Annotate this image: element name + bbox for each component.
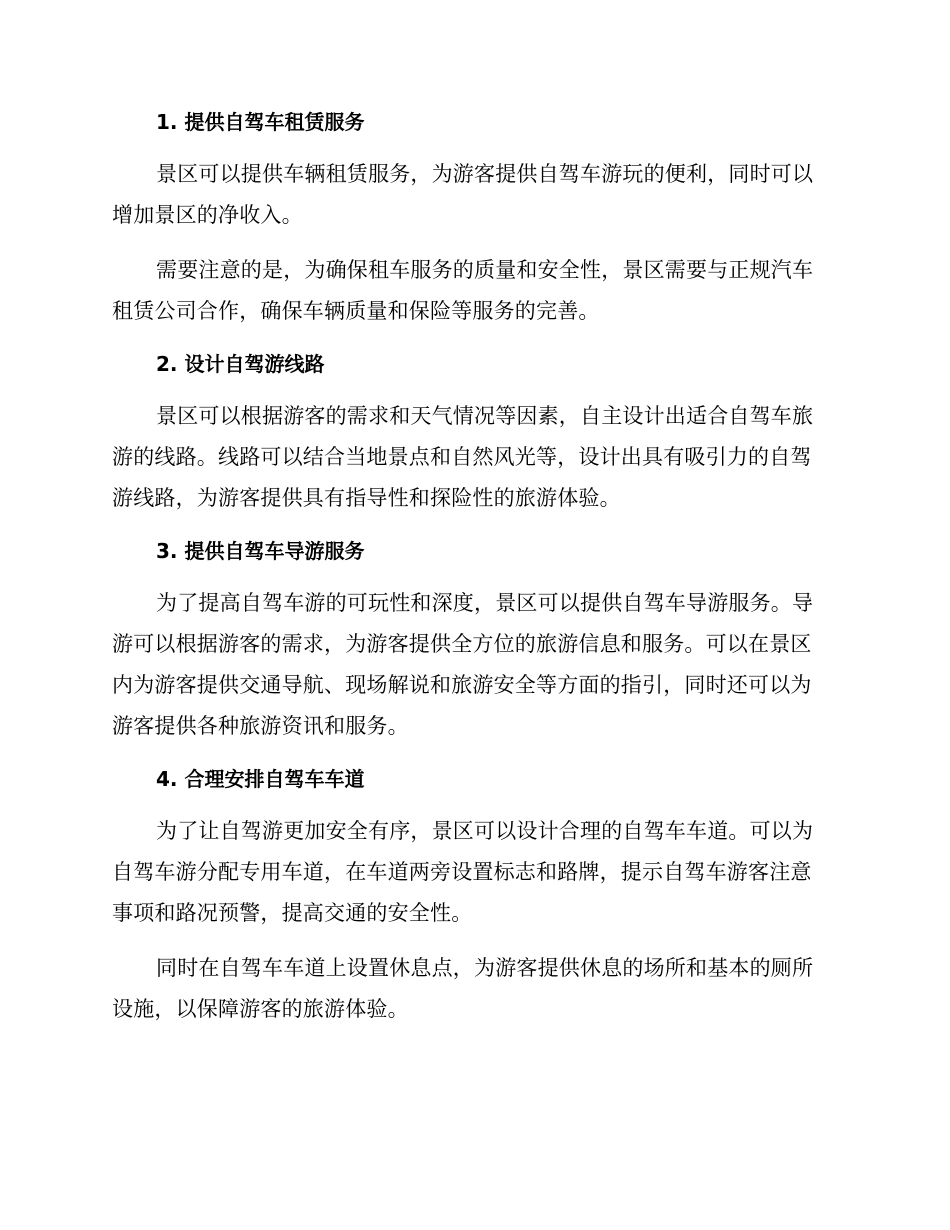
paragraph-line: 游线路，为游客提供具有指导性和探险性的旅游体验。 bbox=[112, 486, 621, 510]
paragraph-line: 游的线路。线路可以结合当地景点和自然风光等，设计出具有吸引力的自驾 bbox=[112, 445, 812, 469]
section-heading: 4. 合理安排自驾车车道 bbox=[156, 767, 365, 791]
section-heading: 2. 设计自驾游线路 bbox=[156, 352, 325, 376]
section-1 bbox=[112, 104, 832, 332]
paragraph-line: 景区可以根据游客的需求和天气情况等因素，自主设计出适合自驾车旅 bbox=[156, 404, 814, 428]
paragraph bbox=[112, 948, 832, 1030]
paragraph-line: 为了让自驾游更加安全有序，景区可以设计合理的自驾车车道。可以为 bbox=[156, 819, 814, 843]
paragraph-line: 自驾车游分配专用车道，在车道两旁设置标志和路牌，提示自驾车游客注意 bbox=[112, 860, 812, 884]
paragraph bbox=[112, 396, 832, 519]
paragraph-line: 设施，以保障游客的旅游体验。 bbox=[112, 997, 409, 1021]
paragraph-line: 内为游客提供交通导航、现场解说和旅游安全等方面的指引，同时还可以为 bbox=[112, 673, 812, 697]
paragraph-line: 游客提供各种旅游资讯和服务。 bbox=[112, 714, 409, 738]
paragraph bbox=[112, 154, 832, 236]
section-3 bbox=[112, 533, 832, 747]
document-page bbox=[112, 104, 832, 1044]
paragraph-line: 景区可以提供车辆租赁服务，为游客提供自驾车游玩的便利，同时可以 bbox=[156, 162, 814, 186]
section-4 bbox=[112, 761, 832, 1030]
paragraph-line: 为了提高自驾车游的可玩性和深度，景区可以提供自驾车导游服务。导 bbox=[156, 591, 814, 615]
paragraph bbox=[112, 583, 832, 747]
paragraph-line: 游可以根据游客的需求，为游客提供全方位的旅游信息和服务。可以在景区 bbox=[112, 632, 812, 656]
paragraph-line: 需要注意的是，为确保租车服务的质量和安全性，景区需要与正规汽车 bbox=[156, 258, 814, 282]
section-2 bbox=[112, 346, 832, 519]
paragraph-line: 租赁公司合作，确保车辆质量和保险等服务的完善。 bbox=[112, 299, 600, 323]
paragraph-line: 同时在自驾车车道上设置休息点，为游客提供休息的场所和基本的厕所 bbox=[156, 956, 814, 980]
section-heading: 3. 提供自驾车导游服务 bbox=[156, 539, 365, 563]
paragraph bbox=[112, 250, 832, 332]
paragraph bbox=[112, 811, 832, 934]
paragraph-line: 增加景区的净收入。 bbox=[112, 203, 303, 227]
section-heading: 1. 提供自驾车租赁服务 bbox=[156, 110, 365, 134]
paragraph-line: 事项和路况预警，提高交通的安全性。 bbox=[112, 901, 473, 925]
